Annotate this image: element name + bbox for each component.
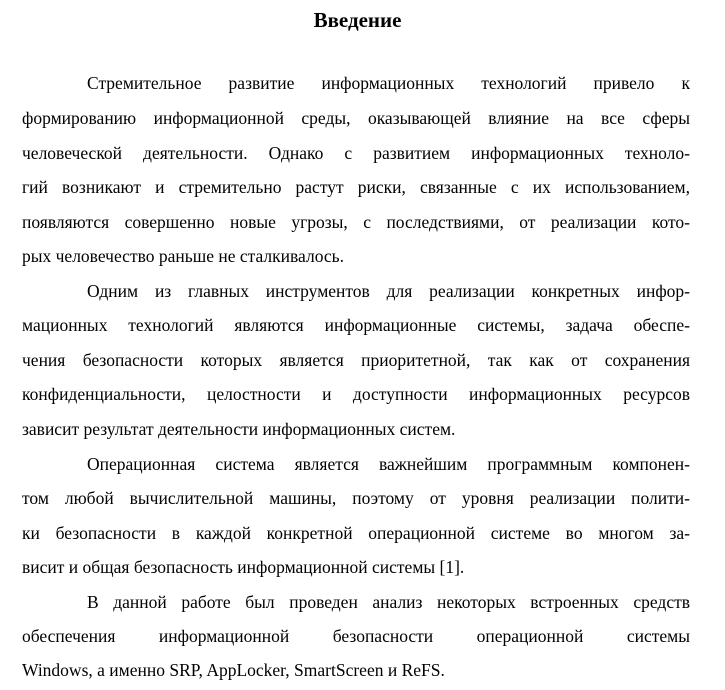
text-line: человеческой деятельности. Однако с развитием информационных техноло- — [22, 143, 690, 163]
text-line: зависит результат деятельности информационных систем. — [22, 419, 456, 439]
text-line: Одним из главных инструментов для реализации конкретных инфор- — [87, 281, 690, 301]
page-title: Введение — [313, 8, 402, 32]
text-line: висит и общая безопасность информационной системы [1]. — [22, 557, 465, 577]
text-line: гий возникают и стремительно растут риски, связанные с их использованием, — [22, 177, 690, 197]
text-line: В данной работе был проведен анализ некоторых встроенных средств — [87, 592, 690, 612]
text-line: обеспечения информационной безопасности операционной системы — [22, 626, 690, 646]
text-line: формированию информационной среды, оказывающей влияние на все сферы — [22, 108, 690, 128]
text-line: чения безопасности которых является приоритетной, так как от сохранения — [22, 350, 690, 370]
text-line: рых человечество раньше не сталкивалось. — [22, 246, 344, 266]
text-line: Стремительное развитие информационных технологий привело к — [87, 73, 690, 93]
text-line: том любой вычислительной машины, поэтому от уровня реализации полити- — [22, 488, 690, 508]
text-line: Операционная система является важнейшим программным компонен- — [87, 454, 690, 474]
text-line: появляются совершенно новые угрозы, с последствиями, от реализации кото- — [22, 212, 690, 232]
text-line: конфиденциальности, целостности и доступности информационных ресурсов — [22, 384, 690, 404]
text-line: Windows, а именно SRP, AppLocker, SmartScreen и ReFS. — [22, 660, 445, 680]
text-line: ки безопасности в каждой конкретной операционной системе во многом за- — [22, 523, 690, 543]
text-line: мационных технологий являются информационные системы, задача обеспе- — [22, 315, 690, 335]
